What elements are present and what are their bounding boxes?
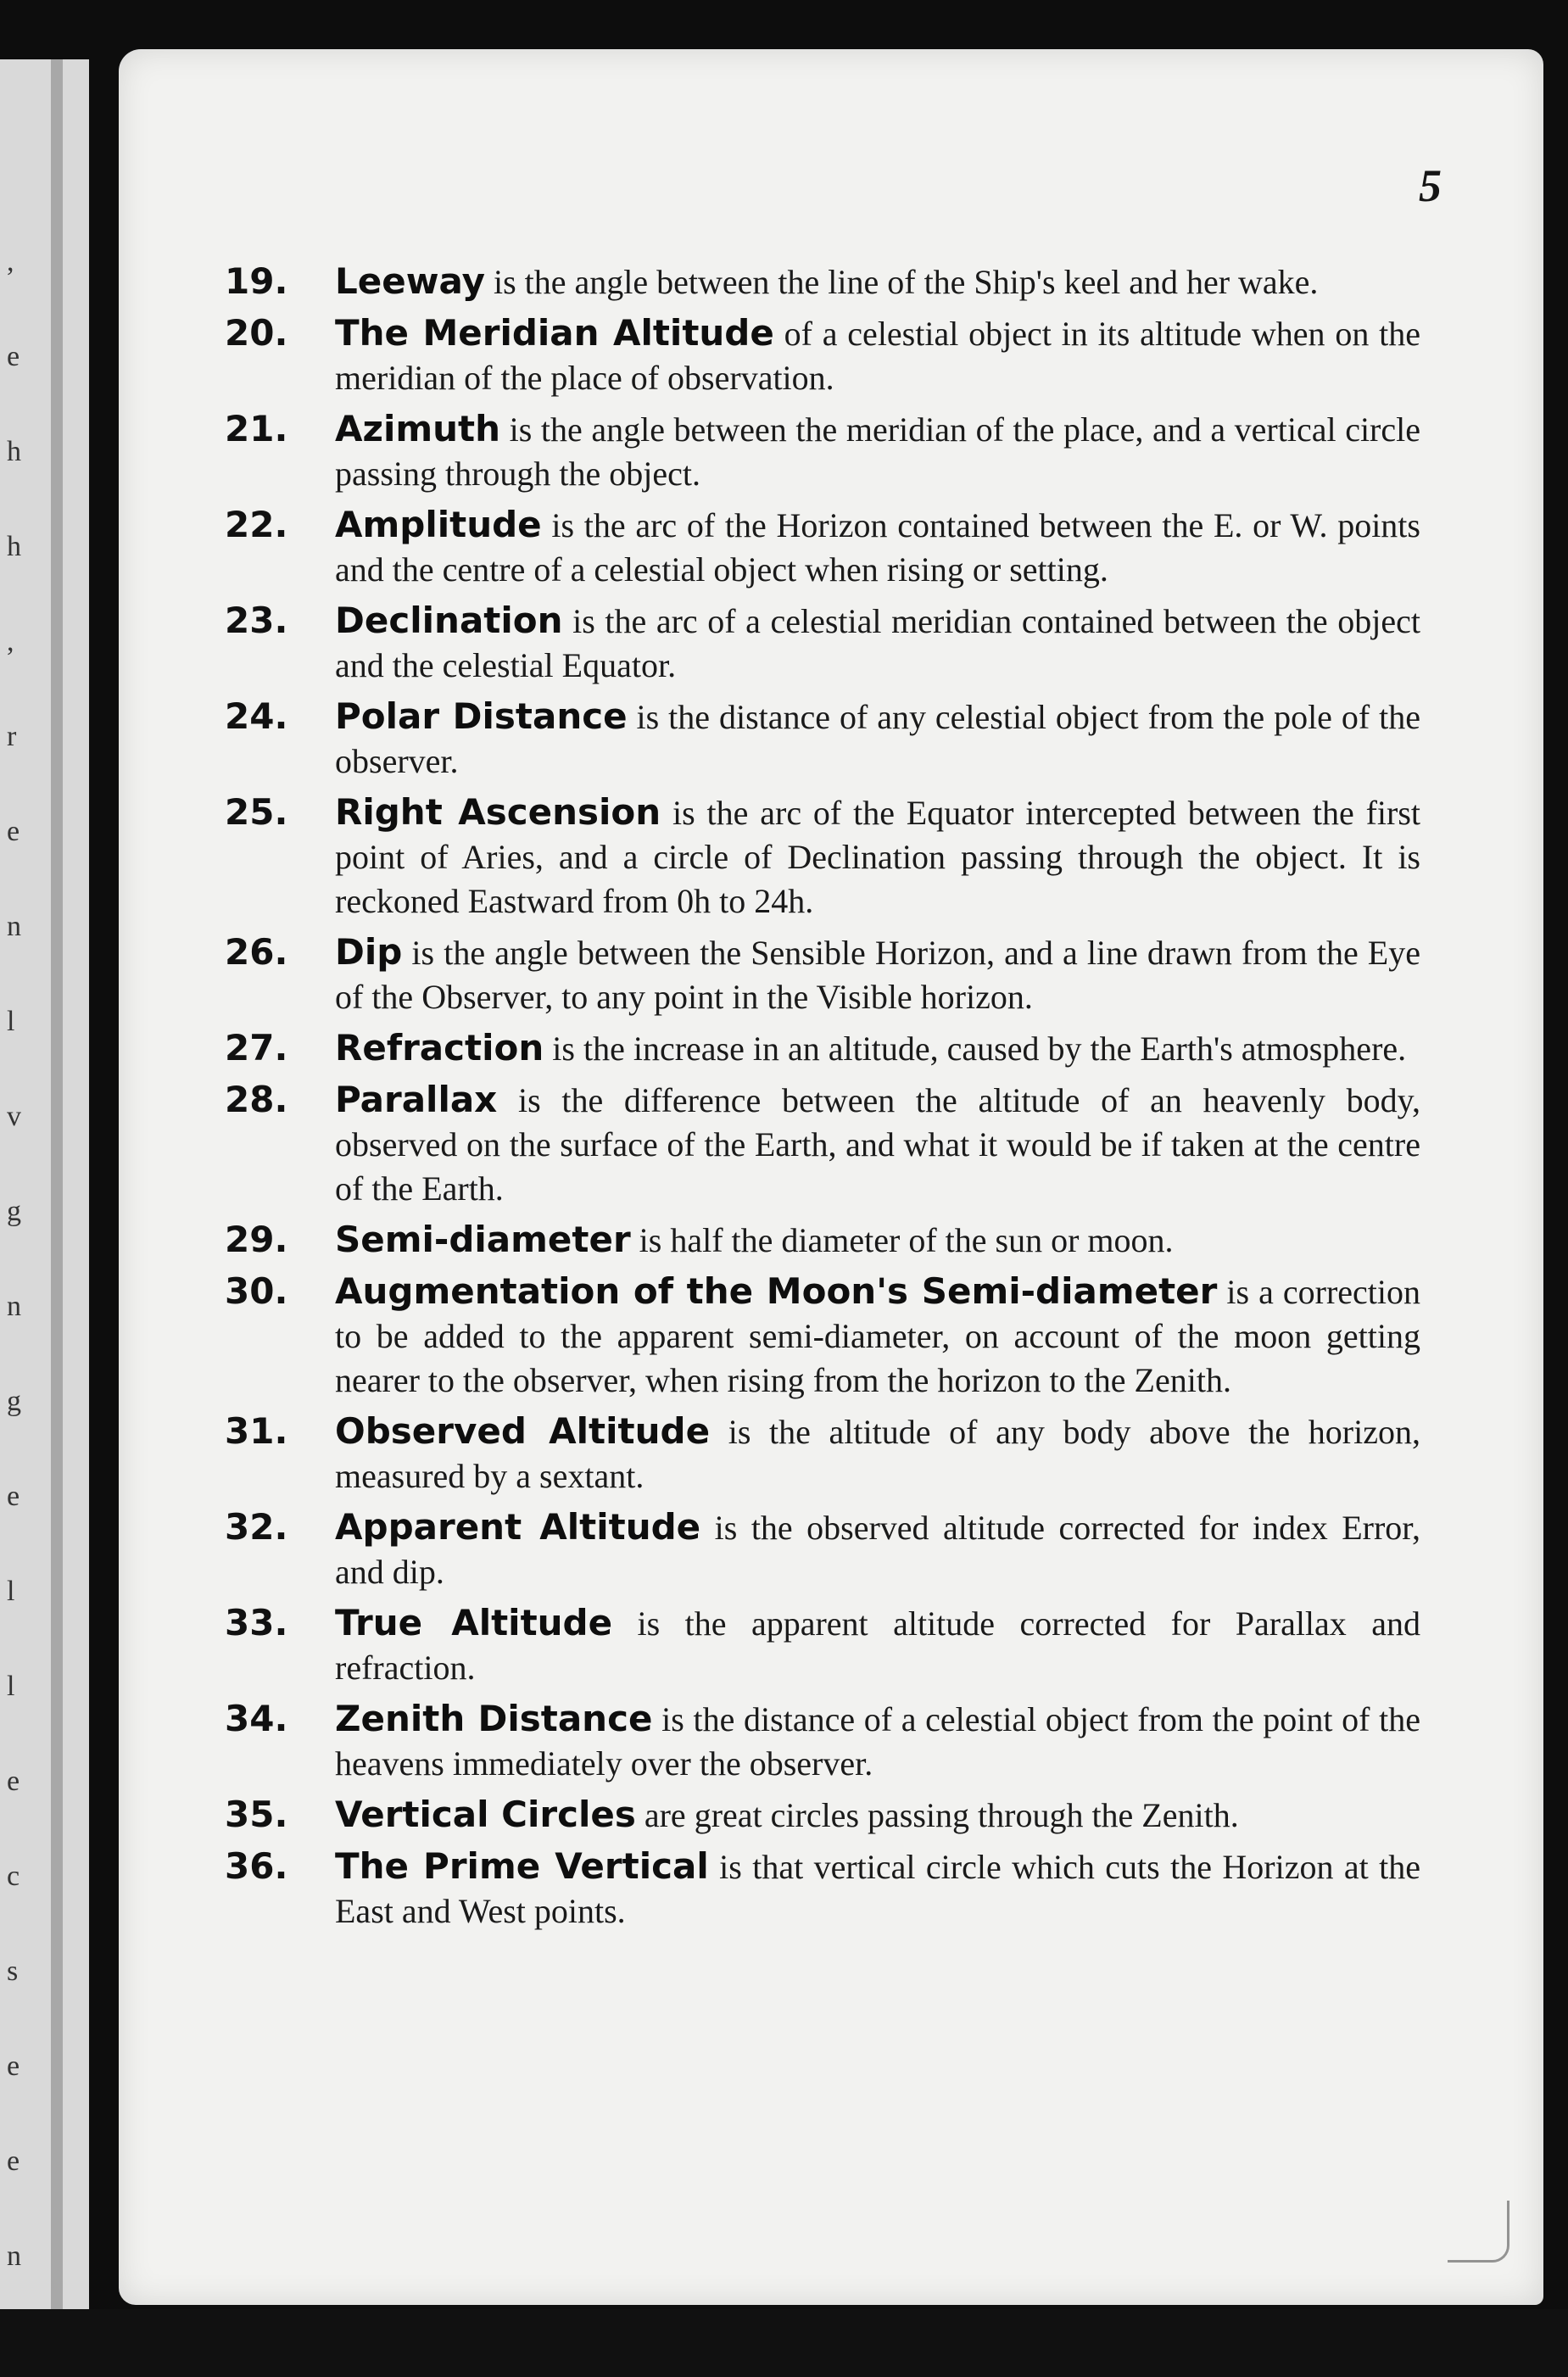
entry-term: Semi-diameter xyxy=(335,1219,631,1260)
entry-definition: is the angle between the Sensible Horizon, and a line drawn from the Eye of the Observer, to any point in the Visible horizon. xyxy=(335,934,1420,1016)
entry-term: Amplitude xyxy=(335,504,542,545)
entry-number: 31. xyxy=(225,1410,288,1452)
definition-entry xyxy=(225,930,1420,1019)
left-page-fragment: h xyxy=(7,436,21,467)
entry-term: Azimuth xyxy=(335,408,500,449)
entry-number: 29. xyxy=(225,1219,288,1260)
entry-definition: of a celestial object in its altitude when on the meridian of the place of observation. xyxy=(335,315,1420,397)
entry-body xyxy=(335,1409,1420,1498)
definition-entry xyxy=(225,1026,1420,1071)
entry-body xyxy=(335,1026,1420,1071)
entry-term: Apparent Altitude xyxy=(335,1506,701,1548)
definition-entry xyxy=(225,1601,1420,1690)
left-page-fragment: r xyxy=(7,721,17,752)
left-page-fragment: n xyxy=(7,1291,21,1322)
entry-number: 25. xyxy=(225,791,288,833)
entry-definition: is that vertical circle which cuts the Horizon at the East and West points. xyxy=(335,1848,1420,1930)
left-page-edge xyxy=(0,59,89,2315)
entry-number: 22. xyxy=(225,504,288,545)
left-page-fragment: l xyxy=(7,1006,15,1037)
entry-number: 26. xyxy=(225,931,288,973)
left-page-fragment: n xyxy=(7,911,21,942)
entry-definition: are great circles passing through the Zenith. xyxy=(635,1796,1239,1834)
entry-definition: is the increase in an altitude, caused by the Earth's atmosphere. xyxy=(544,1029,1407,1068)
definition-entry xyxy=(225,1078,1420,1211)
entry-definition: is the arc of the Equator intercepted between the first point of Aries, and a circle of Declination passing through the object. It is reckoned Eastward from 0h to 24h. xyxy=(335,794,1421,920)
entry-number: 28. xyxy=(225,1079,288,1120)
entry-body xyxy=(335,1844,1420,1933)
entry-number: 30. xyxy=(225,1270,288,1312)
entry-term: Parallax xyxy=(335,1079,498,1120)
entry-term: Augmentation of the Moon's Semi-diameter xyxy=(335,1270,1218,1312)
definition-entry xyxy=(225,407,1420,496)
left-page-fragment: g xyxy=(7,1386,21,1417)
left-page-fragment: l xyxy=(7,1671,15,1702)
entry-number: 35. xyxy=(225,1794,288,1835)
entry-definition: is the difference between the altitude of an heavenly body, observed on the surface of the Earth, and what it would be if taken at the centre of the Earth. xyxy=(335,1081,1420,1208)
left-page-fragment: , xyxy=(7,246,14,277)
entry-body xyxy=(335,1697,1420,1786)
entry-body xyxy=(335,1269,1420,1403)
page-corner-fold xyxy=(1448,2201,1509,2263)
entry-number: 27. xyxy=(225,1027,288,1069)
entry-term: Observed Altitude xyxy=(335,1410,711,1452)
definition-entry xyxy=(225,503,1420,592)
entry-term: Polar Distance xyxy=(335,695,628,737)
entry-body xyxy=(335,259,1420,304)
definition-entry xyxy=(225,790,1420,923)
definition-entry xyxy=(225,1269,1420,1403)
entry-definition: is half the diameter of the sun or moon. xyxy=(630,1221,1174,1259)
page-number: 5 xyxy=(1419,160,1442,211)
entry-number: 32. xyxy=(225,1506,288,1548)
entry-term: Vertical Circles xyxy=(335,1794,636,1835)
left-page-fragment: s xyxy=(7,1956,19,1987)
entry-number: 36. xyxy=(225,1845,288,1887)
book-page xyxy=(119,49,1543,2305)
entry-number: 24. xyxy=(225,695,288,737)
entry-term: The Meridian Altitude xyxy=(335,312,774,354)
left-page-fragment: , xyxy=(7,626,14,657)
entry-number: 21. xyxy=(225,408,288,449)
entry-body xyxy=(335,1793,1420,1838)
left-page-fragment: e xyxy=(7,341,20,372)
entry-number: 23. xyxy=(225,600,288,641)
entry-number: 33. xyxy=(225,1602,288,1643)
left-page-fragment: l xyxy=(7,1576,15,1607)
entry-term: Right Ascension xyxy=(335,791,661,833)
entry-term: Declination xyxy=(335,600,563,641)
left-page-fragment: g xyxy=(7,1196,21,1227)
definition-entry xyxy=(225,1505,1420,1594)
entry-body xyxy=(335,1505,1420,1594)
entry-number: 20. xyxy=(225,312,288,354)
entry-body xyxy=(335,790,1420,923)
entry-body xyxy=(335,1601,1420,1690)
definition-entry xyxy=(225,1844,1420,1933)
entry-definition: is the distance of any celestial object from the pole of the observer. xyxy=(335,698,1420,780)
left-page-fragment: e xyxy=(7,1766,20,1797)
entry-term: The Prime Vertical xyxy=(335,1845,709,1887)
entry-body xyxy=(335,1078,1420,1211)
entry-definition: is the angle between the line of the Ship's keel and her wake. xyxy=(484,263,1319,301)
entry-definition: is the apparent altitude corrected for Parallax and refraction. xyxy=(335,1604,1420,1687)
entry-term: True Altitude xyxy=(335,1602,613,1643)
left-page-fragment: h xyxy=(7,531,21,562)
entry-definition: is the angle between the meridian of the place, and a vertical circle passing through the object. xyxy=(335,410,1420,493)
entry-term: Zenith Distance xyxy=(335,1698,653,1739)
left-page-fragment: e xyxy=(7,816,20,847)
definition-entry xyxy=(225,259,1420,304)
entry-term: Leeway xyxy=(335,260,485,302)
entry-definition: is the distance of a celestial object from the point of the heavens immediately over the observer. xyxy=(335,1700,1420,1783)
left-page-fragment: v xyxy=(7,1101,21,1132)
entry-body xyxy=(335,311,1420,400)
entry-body xyxy=(335,503,1420,592)
definition-list xyxy=(225,259,1420,1940)
page-gutter xyxy=(51,59,63,2315)
bottom-shadow xyxy=(0,2309,1568,2377)
definition-entry xyxy=(225,1793,1420,1838)
definition-entry xyxy=(225,599,1420,688)
definition-entry xyxy=(225,1218,1420,1263)
left-page-fragment: e xyxy=(7,2051,20,2082)
entry-body xyxy=(335,930,1420,1019)
entry-term: Refraction xyxy=(335,1027,544,1069)
entry-body xyxy=(335,695,1420,784)
entry-definition: is the observed altitude corrected for index Error, and dip. xyxy=(335,1509,1420,1591)
entry-body xyxy=(335,407,1420,496)
left-page-fragment: e xyxy=(7,1481,20,1512)
entry-number: 34. xyxy=(225,1698,288,1739)
entry-definition: is the altitude of any body above the horizon, measured by a sextant. xyxy=(335,1413,1420,1495)
entry-definition: is a correction to be added to the apparent semi-diameter, on account of the moon getting nearer to the observer, when rising from the horizon to the Zenith. xyxy=(335,1273,1420,1399)
entry-body xyxy=(335,599,1420,688)
definition-entry xyxy=(225,695,1420,784)
definition-entry xyxy=(225,1409,1420,1498)
entry-body xyxy=(335,1218,1420,1263)
entry-term: Dip xyxy=(335,931,403,973)
left-page-fragment: n xyxy=(7,2240,21,2272)
entry-definition: is the arc of the Horizon contained between the E. or W. points and the centre of a celestial object when rising or setting. xyxy=(335,506,1420,589)
definition-entry xyxy=(225,311,1420,400)
definition-entry xyxy=(225,1697,1420,1786)
entry-number: 19. xyxy=(225,260,288,302)
left-page-fragment: c xyxy=(7,1861,20,1892)
left-page-fragment: e xyxy=(7,2145,20,2177)
entry-definition: is the arc of a celestial meridian contained between the object and the celestial Equator. xyxy=(335,602,1420,684)
